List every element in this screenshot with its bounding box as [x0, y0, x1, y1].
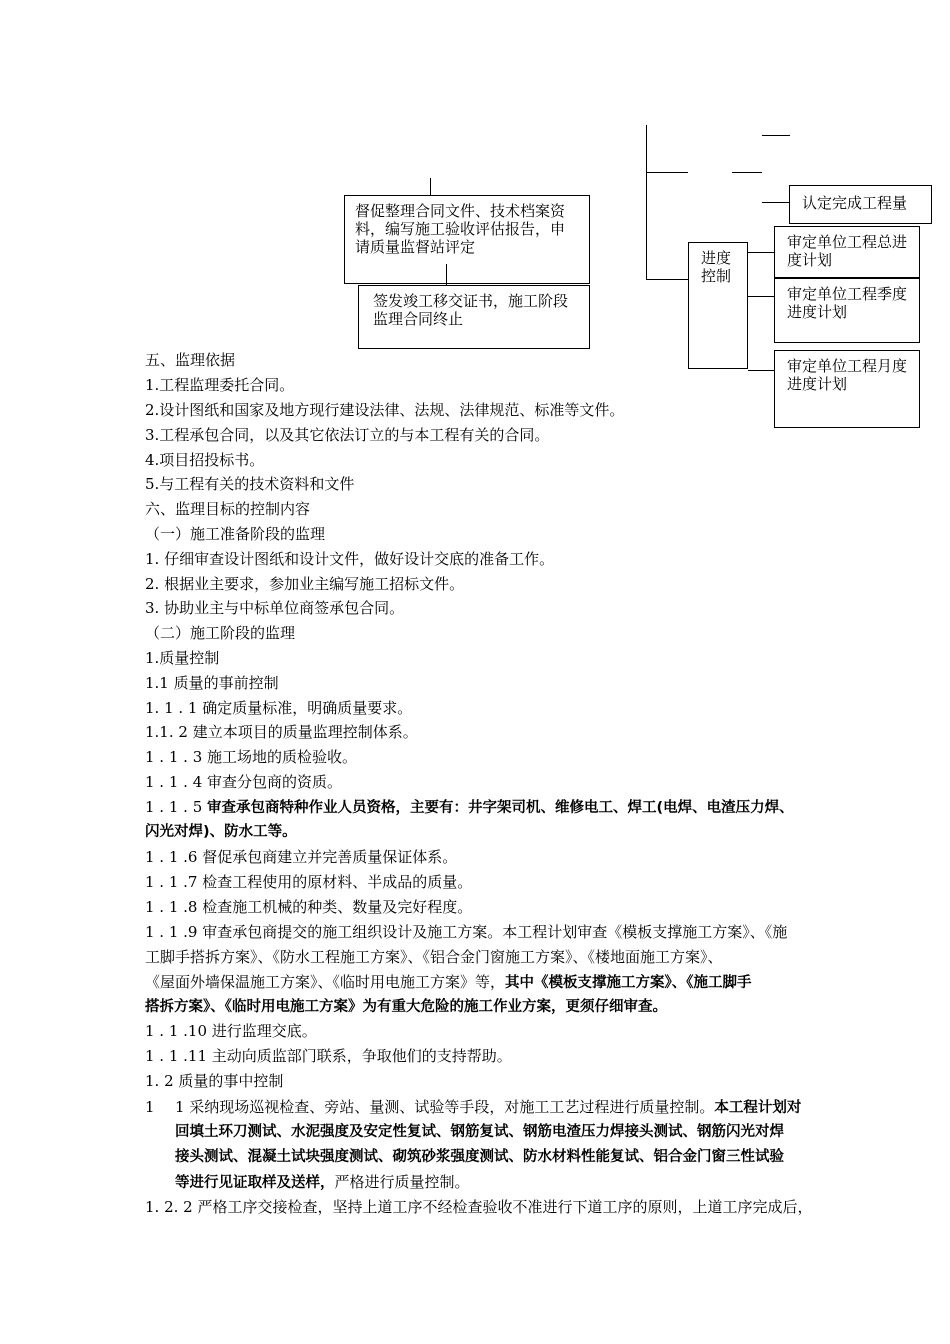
- item-number: 1 . 1 . 5: [145, 798, 208, 816]
- text-line: [145, 970, 890, 996]
- text-line: 1 . 1 .9 审查承包商提交的施工组织设计及施工方案。本工程计划审查《模板支撑施工方案》、《施: [145, 923, 788, 941]
- bold-text: 接头测试、混凝土试块强度测试、砌筑砂浆强度测试、防水材料性能复试、铝合金门窗三性试验: [175, 1149, 784, 1165]
- text-line: 5.与工程有关的技术资料和文件: [145, 475, 355, 493]
- bold-text: 闪光对焊)、防水工等。: [145, 824, 297, 840]
- text-line: 1 . 1 .7 检查工程使用的原材料、半成品的质量。: [145, 873, 473, 891]
- text-line: 1. 仔细审查设计图纸和设计文件，做好设计交底的准备工作。: [145, 550, 555, 568]
- connector-line: [762, 202, 790, 203]
- text-line: 1 . 1 . 4 审查分包商的资质。: [145, 773, 343, 791]
- text-line: 1. 1 . 1 确定质量标准，明确质量要求。: [145, 699, 413, 717]
- text-line: 1. 2. 2 严格工序交接检查，坚持上道工序不经检查验收不准进行下道工序的原则，上道工序完成后，: [145, 1198, 813, 1216]
- bold-text: 搭拆方案》、《临时用电施工方案》为有重大危险的施工作业方案，更须仔细审查。: [145, 999, 667, 1015]
- month-plan-box: 审定单位工程月度进度计划: [774, 350, 920, 428]
- plain-text: 1 采纳现场巡视检查、旁站、量测、试验等手段，对施工工艺过程进行质量控制。: [175, 1098, 715, 1116]
- archive-box: 督促整理合同文件、技术档案资料，编写施工验收评估报告，申请质量监督站评定: [344, 195, 590, 284]
- section-heading: 五、监理依据: [145, 351, 236, 369]
- text-line: 1 . 1 . 3 施工场地的质检验收。: [145, 748, 358, 766]
- text-line: 3. 协助业主与中标单位商签承包合同。: [145, 599, 405, 617]
- bold-text: 本工程计划对: [714, 1100, 802, 1116]
- bold-text: 其中《模板支撑施工方案》、《施工脚手: [505, 975, 752, 991]
- connector-line: [732, 172, 762, 173]
- connector-line: [646, 279, 689, 280]
- plain-text: 《屋面外墙保温施工方案》、《临时用电施工方案》等，: [145, 973, 506, 991]
- text-line: 1 . 1 .8 检查施工机械的种类、数量及完好程度。: [145, 898, 473, 916]
- connector-line: [646, 125, 647, 280]
- progress-control-box: 进度控制: [688, 242, 748, 369]
- text-line: 4.项目招投标书。: [145, 451, 265, 469]
- total-plan-box: 审定单位工程总进度计划: [774, 226, 920, 278]
- bold-text: 等进行见证取样及送样，: [175, 1175, 335, 1191]
- text-line: 3.工程承包合同，以及其它依法订立的与本工程有关的合同。: [145, 426, 550, 444]
- plain-text: 严格进行质量控制。: [334, 1173, 470, 1191]
- season-plan-box: 审定单位工程季度进度计划: [774, 278, 920, 343]
- subsection-heading: （一）施工准备阶段的监理: [145, 525, 326, 543]
- connector-line: [646, 172, 688, 173]
- connector-line: [748, 252, 775, 253]
- text-line: 2. 根据业主要求，参加业主编写施工招标文件。: [145, 575, 465, 593]
- text-line: 工脚手搭拆方案》、《防水工程施工方案》、《铝合金门窗施工方案》、《楼地面施工方案》、: [145, 948, 723, 966]
- bold-text: 回填土环刀测试、水泥强度及安定性复试、钢筋复试、钢筋电渣压力焊接头测试、钢筋闪光对焊: [175, 1124, 784, 1140]
- text-line: 1 . 1 .6 督促承包商建立并完善质量保证体系。: [145, 848, 458, 866]
- text-line: [145, 795, 890, 821]
- handover-box: 签发竣工移交证书，施工阶段监理合同终止: [358, 285, 590, 349]
- connector-line: [446, 264, 447, 286]
- text-line: 1.工程监理委托合同。: [145, 376, 295, 394]
- text-line: [175, 1170, 885, 1196]
- text-line: 1. 2 质量的事中控制: [145, 1072, 284, 1090]
- text-line: 1 . 1 .11 主动向质监部门联系，争取他们的支持帮助。: [145, 1047, 512, 1065]
- text-line: 1.1. 2 建立本项目的质量监理控制体系。: [145, 723, 418, 741]
- bold-text: 审查承包商特种作业人员资格，主要有：井字架司机、维修电工、焊工(电焊、电渣压力焊、: [207, 800, 794, 816]
- connector-line: [748, 296, 775, 297]
- connector-line: [430, 178, 431, 196]
- confirm-quantity-box: 认定完成工程量: [789, 185, 932, 224]
- text-line: 1 . 1 .10 进行监理交底。: [145, 1022, 317, 1040]
- text-line: 2.设计图纸和国家及地方现行建设法律、法规、法律规范、标准等文件。: [145, 401, 625, 419]
- connector-line: [762, 135, 790, 136]
- item-number: 1: [145, 1098, 155, 1116]
- text-line: 1.质量控制: [145, 649, 220, 667]
- subsection-heading: （二）施工阶段的监理: [145, 624, 296, 642]
- text-line: 1.1 质量的事前控制: [145, 674, 279, 692]
- text-line: [175, 1095, 885, 1121]
- section-heading: 六、监理目标的控制内容: [145, 500, 311, 518]
